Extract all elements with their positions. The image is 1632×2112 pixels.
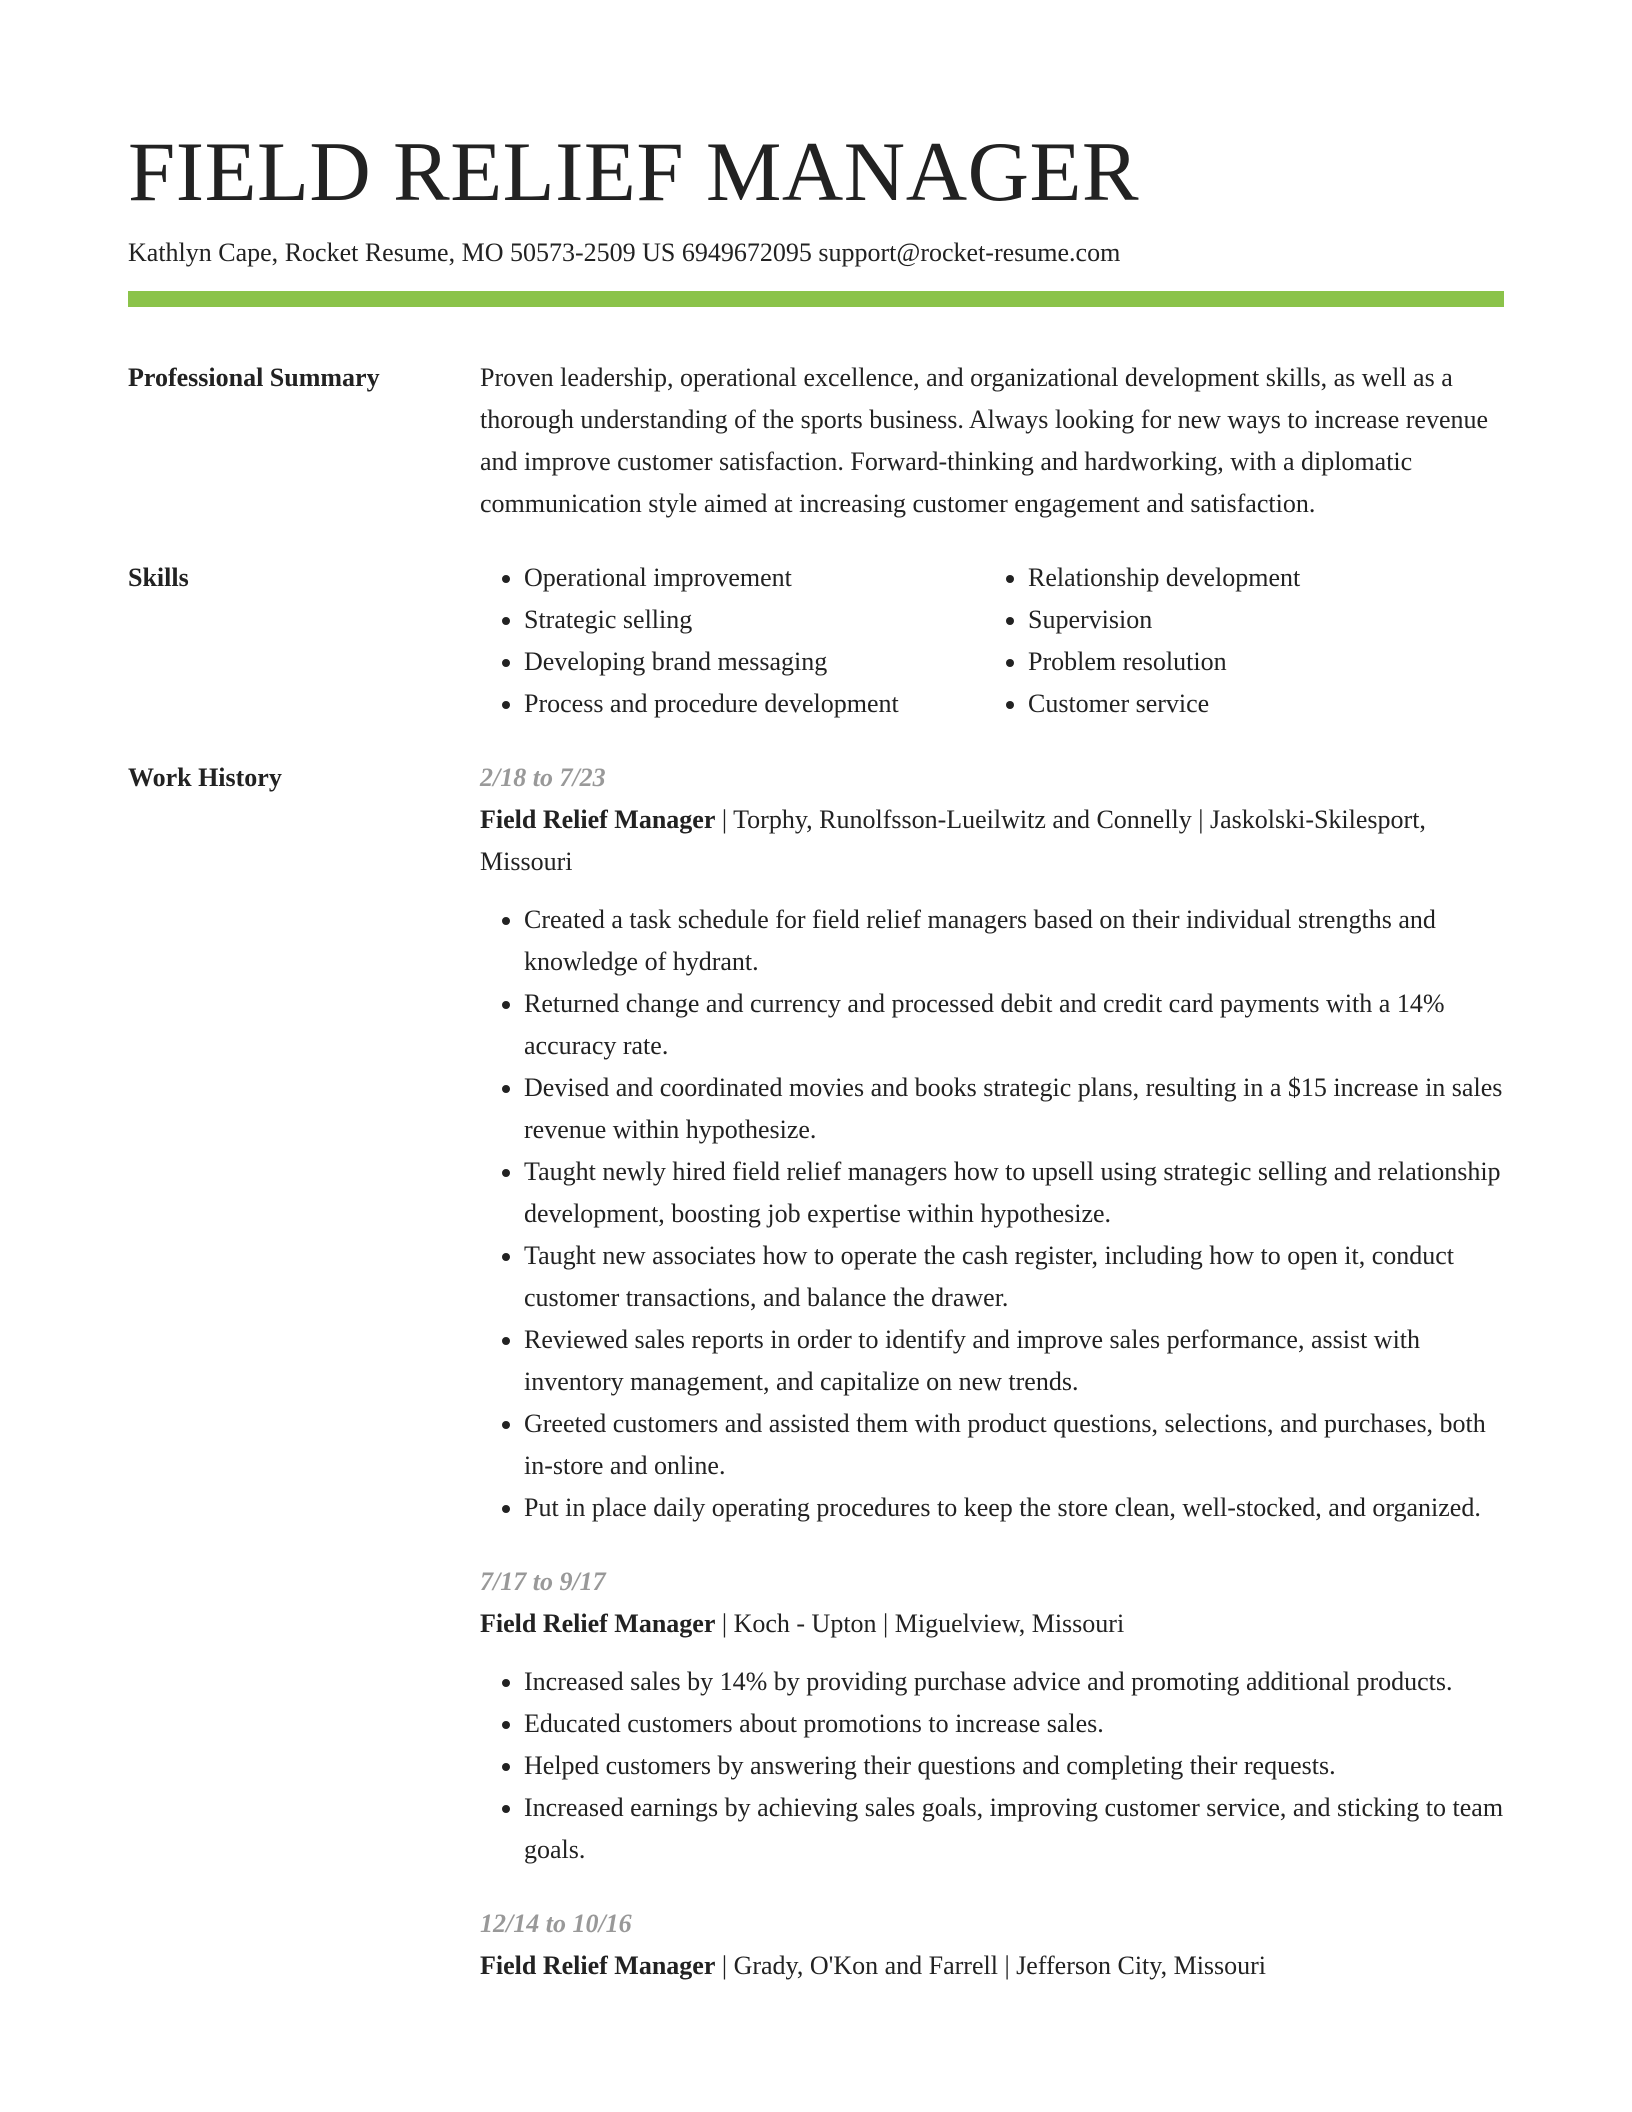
work-history-heading: Work History xyxy=(128,763,282,792)
header-divider xyxy=(128,291,1504,307)
job-bullet: • Greeted customers and assisted them with product questions, selections, and purchases, both in-store and online. xyxy=(524,1403,1504,1487)
contact-info xyxy=(128,236,1504,270)
skill-item: • Strategic selling xyxy=(524,599,984,641)
job-details: | Grady, O'Kon and Farrell | Jefferson City, Missouri xyxy=(715,1951,1267,1980)
job-title: Field Relief Manager xyxy=(480,805,716,834)
job-bullets xyxy=(480,1661,1504,1871)
resume-page xyxy=(128,0,1504,1987)
summary-section xyxy=(128,357,1504,525)
skills-column-1 xyxy=(480,557,984,725)
skills-section xyxy=(128,557,1504,725)
job-bullet: • Returned change and currency and processed debit and credit card payments with a 14% accuracy rate. xyxy=(524,983,1504,1067)
job-bullet: • Put in place daily operating procedures to keep the store clean, well-stocked, and organized. xyxy=(524,1487,1504,1529)
job-bullet: • Educated customers about promotions to increase sales. xyxy=(524,1703,1504,1745)
job-header xyxy=(480,799,1504,883)
contact-address: Rocket Resume, MO 50573-2509 US xyxy=(284,238,676,267)
skills-heading: Skills xyxy=(128,563,189,592)
skills-column-2 xyxy=(984,557,1488,725)
job-entry xyxy=(480,1903,1504,1987)
job-bullet: • Reviewed sales reports in order to identify and improve sales performance, assist with inventory management, and capitalize on new trends. xyxy=(524,1319,1504,1403)
summary-body xyxy=(480,357,1504,525)
skill-item: • Problem resolution xyxy=(1028,641,1488,683)
job-entry xyxy=(480,1561,1504,1871)
job-dates: 7/17 to 9/17 xyxy=(480,1567,606,1596)
skill-item: • Supervision xyxy=(1028,599,1488,641)
contact-email: support@rocket-resume.com xyxy=(818,238,1121,267)
job-entry xyxy=(480,757,1504,1529)
job-title: Field Relief Manager xyxy=(480,1609,716,1638)
summary-text: Proven leadership, operational excellence, and organizational development skills, as well as a thorough understanding of the sports business. Always looking for new ways to increase revenue and improve customer satisfaction. Forward-thinking and hardworking, with a diplomatic communication style aimed at increasing customer engagement and satisfaction. xyxy=(480,363,1489,518)
job-bullet: • Created a task schedule for field relief managers based on their individual strengths and knowledge of hydrant. xyxy=(524,899,1504,983)
job-title: Field Relief Manager xyxy=(480,1951,716,1980)
job-bullet: • Taught new associates how to operate the cash register, including how to open it, conduct customer transactions, and balance the drawer. xyxy=(524,1235,1504,1319)
job-dates: 12/14 to 10/16 xyxy=(480,1909,632,1938)
job-bullet: • Taught newly hired field relief managers how to upsell using strategic selling and relationship development, boosting job expertise within hypothesize. xyxy=(524,1151,1504,1235)
job-bullet: • Devised and coordinated movies and books strategic plans, resulting in a $15 increase in sales revenue within hypothesize. xyxy=(524,1067,1504,1151)
job-bullets xyxy=(480,899,1504,1529)
summary-heading: Professional Summary xyxy=(128,363,380,392)
job-details: | Koch - Upton | Miguelview, Missouri xyxy=(715,1609,1125,1638)
skill-item: • Process and procedure development xyxy=(524,683,984,725)
skill-item: • Developing brand messaging xyxy=(524,641,984,683)
job-bullet: • Increased earnings by achieving sales goals, improving customer service, and sticking to team goals. xyxy=(524,1787,1504,1871)
work-history-body xyxy=(480,757,1504,1987)
skill-item: • Relationship development xyxy=(1028,557,1488,599)
job-bullet: • Increased sales by 14% by providing purchase advice and promoting additional products. xyxy=(524,1661,1504,1703)
contact-phone: 6949672095 xyxy=(681,238,812,267)
skills-list xyxy=(480,557,1504,725)
job-header xyxy=(480,1603,1504,1645)
job-bullet: • Helped customers by answering their questions and completing their requests. xyxy=(524,1745,1504,1787)
skill-item: • Operational improvement xyxy=(524,557,984,599)
job-dates: 2/18 to 7/23 xyxy=(480,763,606,792)
skill-item: • Customer service xyxy=(1028,683,1488,725)
contact-name: Kathlyn Cape, xyxy=(128,238,279,267)
work-history-section xyxy=(128,757,1504,1987)
job-details: | Torphy, Runolfsson-Lueilwitz and Connelly | Jaskolski-Skilesport, Missouri xyxy=(480,805,1426,876)
resume-title: FIELD RELIEF MANAGER xyxy=(128,125,1140,219)
job-header xyxy=(480,1945,1504,1987)
